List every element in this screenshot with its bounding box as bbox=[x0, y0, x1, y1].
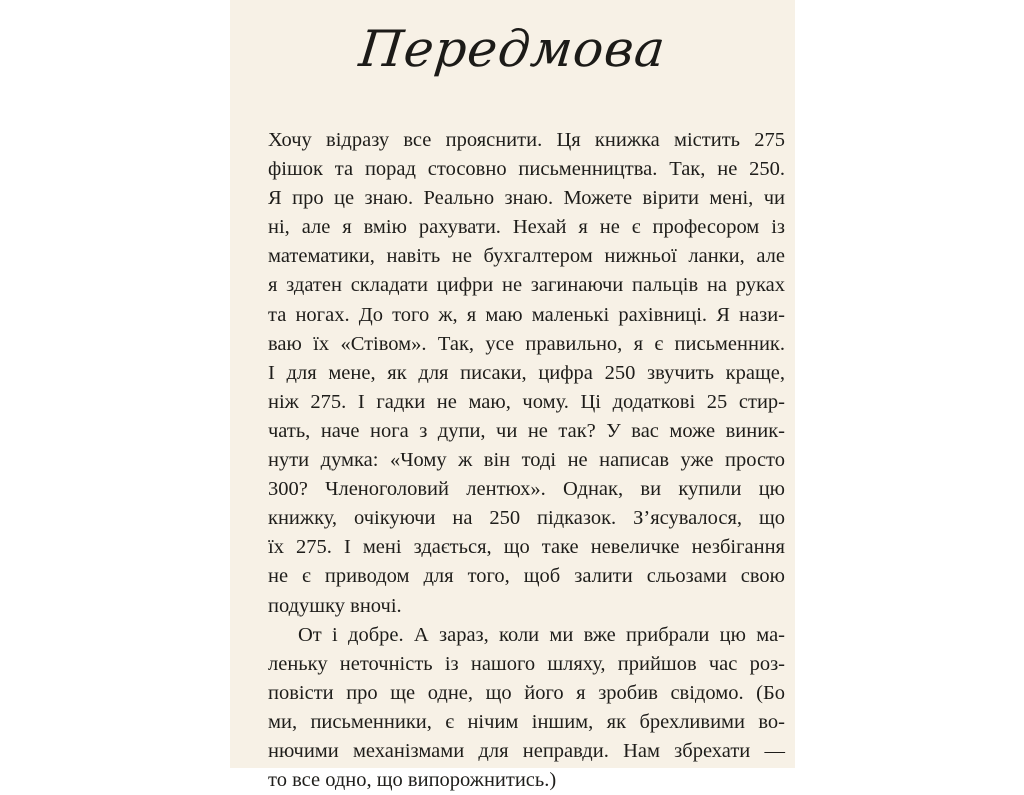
text-line: та ногах. До того ж, я маю маленькі рахівниці. Я нази- bbox=[268, 303, 785, 326]
paragraph-2 bbox=[268, 621, 785, 795]
text-line: ми, письменники, є нічим іншим, як брехливими во- bbox=[268, 710, 785, 733]
text-line: леньку неточність із нашого шляху, прийшов час роз- bbox=[268, 652, 785, 675]
text-line: І для мене, як для писаки, цифра 250 звучить краще, bbox=[268, 361, 785, 384]
chapter-title: Передмова bbox=[356, 20, 669, 78]
paragraph-1 bbox=[268, 126, 785, 621]
text-line: Хочу відразу все прояснити. Ця книжка містить 275 bbox=[268, 129, 785, 151]
text-line: їх 275. І мені здається, що таке невеличке незбігання bbox=[268, 536, 785, 559]
text-line: фішок та порад стосовно письменництва. Так, не 250. bbox=[268, 158, 785, 181]
text-line: Я про це знаю. Реально знаю. Можете вірити мені, чи bbox=[268, 187, 785, 210]
text-line: то все одно, що випорожнитись.) bbox=[268, 769, 557, 792]
text-line: нючими механізмами для неправди. Нам збрехати — bbox=[268, 739, 785, 762]
text-line: не є приводом для того, щоб залити сльозами свою bbox=[268, 565, 785, 588]
text-line: чать, наче нога з дупи, чи не так? У вас може виник- bbox=[268, 419, 785, 442]
text-line: повісти про ще одне, що його я зробив свідомо. (Бо bbox=[268, 681, 785, 704]
text-line: я здатен складати цифри не загинаючи пальців на руках bbox=[268, 274, 785, 297]
text-body bbox=[268, 126, 785, 795]
book-page bbox=[230, 0, 795, 792]
text-line: нути думка: «Чому ж він тоді не написав уже просто bbox=[268, 449, 785, 472]
text-line: ваю їх «Стівом». Так, усе правильно, я є письменник. bbox=[268, 332, 785, 355]
text-line: книжку, очікуючи на 250 підказок. З’ясувалося, що bbox=[268, 507, 785, 530]
text-line: подушку вночі. bbox=[268, 594, 402, 617]
text-line: математики, навіть не бухгалтером нижньої ланки, але bbox=[268, 245, 785, 268]
text-line: От і добре. А зараз, коли ми вже прибрали цю ма- bbox=[298, 623, 785, 646]
text-line: ні, але я вмію рахувати. Нехай я не є професором із bbox=[268, 216, 785, 239]
text-line: ніж 275. І гадки не маю, чому. Ці додаткові 25 стир- bbox=[268, 390, 785, 413]
text-line: 300? Членоголовий лентюх». Однак, ви купили цю bbox=[268, 478, 785, 501]
